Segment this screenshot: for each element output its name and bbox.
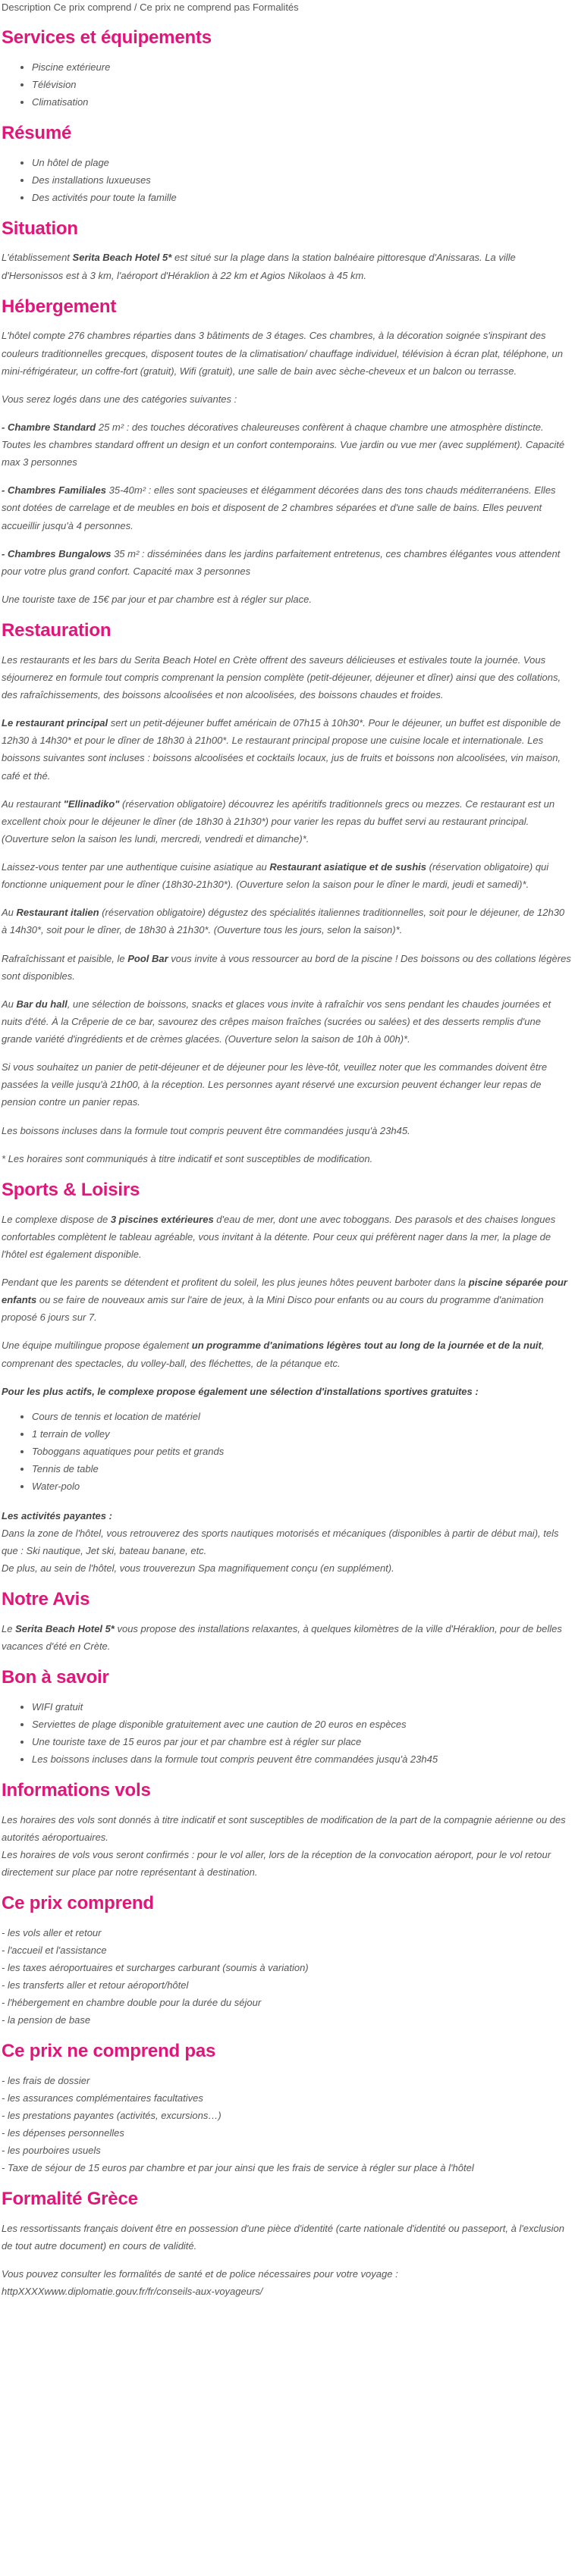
list-item: - la pension de base (2, 2014, 91, 2026)
hotel-name: Serita Beach Hotel 5* (15, 1623, 115, 1635)
subheading: Les activités payantes : (2, 1509, 112, 1521)
text-span: d'eau de mer, dont une avec toboggans. Des parasols et des chaises longues confortables complètent le tableau agréable, vous invitant à la détente. Pour ceux qui préfèrent nager dans la mer, la plage de l'hôtel est également disponible. (2, 1213, 556, 1260)
tourist-tax: Une touriste taxe de 15€ par jour et par chambre est à régler sur place. (2, 593, 312, 605)
text-span: L'établissement (2, 252, 73, 264)
categories-intro: Vous serez logés dans une des catégories suivantes : (2, 393, 237, 405)
text-span: ou se faire de nouveaux amis sur l'aire de jeux, à la Mini Disco pour enfants ou au cours du programme d'animation proposé 6 jours sur 7. (2, 1294, 544, 1324)
list-item: • Serviettes de plage disponible gratuitement avec une caution de 20 euros en espèces (32, 1716, 572, 1733)
text-span: vous invite à vous ressourcer au bord de la piscine ! Des boissons ou des collations légères sont disponibles. (2, 952, 571, 982)
main-restaurant (2, 714, 572, 785)
text-span: est situé sur la plage dans la station balnéaire pittoresque d'Anissaras. La ville d'Hersonissos est à 3 km, l'aéroport d'Héraklion à 22 km et Agios Nikolaos à 45 km. (2, 252, 516, 281)
text-span: De plus, au sein de l'hôtel, vous trouverezun Spa magnifiquement conçu (en supplément). (2, 1562, 394, 1575)
schedule-note: * Les horaires sont communiqués à titre indicatif et sont susceptibles de modification. (2, 1152, 373, 1164)
resume-heading: Résumé (2, 122, 72, 143)
highlight: piscine séparée pour enfants (2, 1277, 567, 1306)
asian-restaurant (2, 858, 572, 893)
pool-bar (2, 950, 572, 985)
list-item: - les frais de dossier (2, 2075, 90, 2087)
venue-name: Pool Bar (127, 952, 168, 964)
text-span: Au (2, 907, 17, 919)
services-list (2, 58, 572, 111)
list-item: • Les boissons incluses dans la formule tout compris peuvent être commandées jusqu'à 23h45 (32, 1750, 572, 1768)
list-item: • 1 terrain de volley (32, 1425, 572, 1443)
situation-heading: Situation (2, 218, 78, 239)
drinks-info: Les boissons incluses dans la formule tout compris peuvent être commandées jusqu'à 23h45. (2, 1124, 410, 1136)
list-item: • Toboggans aquatiques pour petits et grands (32, 1443, 572, 1460)
resume-list (2, 154, 572, 206)
situation-text (2, 249, 572, 284)
room-type-label: - Chambres Familiales (2, 484, 106, 497)
text-span: , une sélection de boissons, snacks et glaces vous invite à rafraîchir vos sens pendant les chaudes journées et nuits d'été. À la Crêperie de ce bar, savourez des crêpes maison fraîches (sucrées ou salées) et des desserts remplis d'une grande variété d'ingrédients et de crèmes glacées. (Ouverture selon la saison de 10h à 00h)*. (2, 998, 551, 1045)
kids-info (2, 1274, 572, 1326)
list-item: - l'hébergement en chambre double pour la durée du séjour (2, 1997, 262, 2009)
avis-text (2, 1620, 572, 1655)
text-span: Laissez-vous tenter par une authentique cuisine asiatique au (2, 861, 270, 873)
excludes-heading: Ce prix ne comprend pas (2, 2041, 216, 2062)
list-item: • Un hôtel de plage (32, 154, 572, 171)
text-span: Pendant que les parents se détendent et profitent du soleil, les plus jeunes hôtes peuvent barboter dans la (2, 1277, 469, 1289)
text-span: vous propose des installations relaxantes, à quelques kilomètres de la ville d'Héraklion, pour de belles vacances d'été en Crète. (2, 1623, 562, 1653)
services-heading: Services et équipements (2, 27, 212, 48)
list-item: • WIFI gratuit (32, 1698, 572, 1716)
text-span: Rafraîchissant et paisible, le (2, 952, 128, 964)
formalite-id-text: Les ressortissants français doivent être en possession d'une pièce d'identité (carte nationale d'identité ou passeport, à l'exclusion de tout autre document) en cours de validité. (2, 2222, 564, 2252)
list-item: • Des installations luxueuses (32, 171, 572, 189)
tab-includes[interactable]: Ce prix comprend (53, 2, 132, 13)
list-item: • Cours de tennis et location de matériel (32, 1408, 572, 1425)
list-item: • Piscine extérieure (32, 58, 572, 76)
subheading: Pour les plus actifs, le complexe propose également une sélection d'installations sportives gratuites : (2, 1385, 479, 1397)
includes-list (2, 1924, 572, 2029)
venue-name: Bar du hall (16, 998, 68, 1010)
venue-name: Restaurant italien (16, 907, 99, 919)
bon-heading: Bon à savoir (2, 1667, 109, 1688)
venue-name: Le restaurant principal (2, 717, 108, 729)
list-item: • Climatisation (32, 93, 572, 111)
list-item: • Des activités pour toute la famille (32, 189, 572, 206)
hebergement-intro: L'hôtel compte 276 chambres réparties dans 3 bâtiments de 3 étages. Ces chambres, à la décoration soignée s'inspirant des couleurs traditionnelles grecques, disposent toutes de la climatisation/ chauffage individuel, télévision à écran plat, téléphone, un mini-réfrigérateur, un coffre-fort (gratuit), Wifi (gratuit), une salle de bain avec sèche-cheveux et un balcon ou terrasse. (2, 330, 564, 377)
text-span: Le complexe dispose de (2, 1213, 111, 1225)
text-span: Une équipe multilingue propose également (2, 1340, 192, 1352)
text-span: Vous pouvez consulter les formalités de santé et de police nécessaires pour votre voyage : (2, 2268, 398, 2280)
list-item: - Taxe de séjour de 15 euros par chambre et par jour ainsi que les frais de service à régler sur place à l'hôtel (2, 2162, 474, 2174)
list-item: • Water-polo (32, 1478, 572, 1495)
list-item: • Une touriste taxe de 15 euros par jour et par chambre est à régler sur place (32, 1733, 572, 1750)
tab-excludes[interactable]: Ce prix ne comprend pas (140, 2, 250, 13)
list-item: - les transferts aller et retour aéroport/hôtel (2, 1979, 189, 1992)
list-item: - les pourboires usuels (2, 2145, 101, 2157)
text-span: 35 m² : disséminées dans les jardins parfaitement entretenus, ces chambres élégantes vous attendent pour votre plus grand confort. Capacité max 3 personnes (2, 547, 561, 577)
room-standard (2, 418, 572, 471)
text-span: 25 m² : des touches décoratives chaleureuses confèrent à chaque chambre une atmosphère distincte. Toutes les chambres standard offrent un design et un confort contemporains. Vue jardin ou vue mer (avec supplément). Capacité max 3 personnes (2, 421, 565, 469)
text-span: Dans la zone de l'hôtel, vous retrouverez des sports nautiques motorisés et mécaniques (disponibles à partir de début mai), tels que : Ski nautique, Jet ski, bateau banane, etc. (2, 1527, 559, 1557)
avis-heading: Notre Avis (2, 1589, 90, 1610)
italian-restaurant (2, 904, 572, 939)
highlight: un programme d'animations légères tout au long de la journée et de la nuit (191, 1340, 542, 1352)
section-tabs: Description Ce prix comprend / Ce prix ne comprend pas Formalités (2, 2, 299, 13)
sports-heading: Sports & Loisirs (2, 1179, 140, 1200)
restauration-intro: Les restaurants et les bars du Serita Beach Hotel en Crète offrent des saveurs délicieuses et estivales toute la journée. Vous séjournerez en formule tout compris comprenant la pension complète (petit-déjeuner, déjeuner et dîner) ainsi que des collations, des rafraîchissements, des boissons alcoolisées et non alcoolisées, des boissons chaudes et froides. (2, 653, 561, 701)
text-span: (réservation obligatoire) dégustez des spécialités italiennes traditionnelles, soit pour le déjeuner, de 12h30 à 14h30*, soit pour le dîner, de 18h30 à 21h30*. (Ouverture tous les jours, selon la saison)*. (2, 907, 565, 936)
text-span: Les horaires des vols sont donnés à titre indicatif et sont susceptibles de modification de la part de la compagnie aérienne ou des autorités aéroportuaires. (2, 1813, 566, 1844)
free-activities-list (2, 1408, 572, 1495)
list-item: - les taxes aéroportuaires et surcharges carburant (soumis à variation) (2, 1962, 309, 1974)
restauration-heading: Restauration (2, 620, 112, 641)
room-bungalow (2, 545, 572, 580)
venue-name: "Ellinadiko" (63, 798, 120, 810)
diplomatie-link[interactable]: httpXXXXwww.diplomatie.gouv.fr/fr/conseils-aux-voyageurs/ (2, 2286, 263, 2298)
text-span: Les horaires de vols vous seront confirmés : pour le vol aller, lors de la réception de la convocation aéroport, pour le vol retour directement sur place par notre représentant à destination. (2, 1849, 551, 1879)
list-item: - les assurances complémentaires facultatives (2, 2092, 203, 2104)
tab-description[interactable]: Description (2, 2, 52, 13)
text-span: Au restaurant (2, 798, 64, 810)
text-span: Au (2, 998, 17, 1010)
hebergement-heading: Hébergement (2, 296, 117, 317)
hotel-name: Serita Beach Hotel 5* (72, 252, 172, 264)
bon-list (2, 1698, 572, 1768)
vols-heading: Informations vols (2, 1780, 151, 1801)
text-span: Le (2, 1623, 16, 1635)
free-activities-heading (2, 1383, 572, 1400)
comprend-heading: Ce prix comprend (2, 1893, 154, 1914)
vols-text (2, 1811, 572, 1882)
excludes-list (2, 2072, 572, 2176)
list-item: • Télévision (32, 76, 572, 93)
list-item: - les prestations payantes (activités, excursions…) (2, 2110, 222, 2122)
venue-name: Restaurant asiatique et de sushis (269, 861, 427, 873)
text-span: 35-40m² : elles sont spacieuses et élégamment décorées dans des tons chauds méditerranéens. Elles sont dotées de carrelage et de meubles en bois et disposent de 2 chambres séparées et d'une salle de bains. Elles peuvent accueillir jusqu'à 4 personnes. (2, 484, 556, 531)
room-type-label: - Chambres Bungalows (2, 547, 112, 559)
pools-info (2, 1211, 572, 1263)
paid-activities (2, 1507, 572, 1578)
text-span: (réservation obligatoire) qui fonctionne uniquement pour le dîner (18h30-21h30*). (Ouverture selon la saison pour le dîner le mardi, jeudi et samedi)*. (2, 861, 549, 891)
room-type-label: - Chambre Standard (2, 421, 96, 433)
text-span: (réservation obligatoire) découvrez les apéritifs traditionnels grecs ou mezzes. Ce restaurant est un excellent choix pour le déjeuner le dîner (de 18h30 à 21h30*) pour varier les repas du buffet servi au restaurant principal. (Ouverture selon la saison les lundi, mercredi, vendredi et dimanche)*. (2, 798, 555, 845)
formalite-heading: Formalité Grèce (2, 2189, 138, 2210)
lunchbox-info: Si vous souhaitez un panier de petit-déjeuner et de déjeuner pour les lève-tôt, veuillez noter que les commandes doivent être passées la veille jusqu'à 21h00, à la réception. Les personnes ayant réservé une excursion peuvent échanger leur repas de pension contre un panier repas. (2, 1061, 548, 1108)
text-span: sert un petit-déjeuner buffet américain de 07h15 à 10h30*. Pour le déjeuner, un buffet est disponible de 12h30 à 14h30* et pour le dîner de 18h30 à 21h00*. Le restaurant principal propose une cuisine locale et internationale. Les boissons suivantes sont incluses : boissons alcoolisées et cocktails locaux, jus de fruits et boissons non alcoolisées, vin maison, café et thé. (2, 717, 561, 782)
lobby-bar (2, 995, 572, 1048)
list-item: - les dépenses personnelles (2, 2127, 124, 2139)
animation-info (2, 1337, 572, 1371)
formalite-health-text (2, 2265, 572, 2300)
room-family (2, 481, 572, 534)
list-item: • Tennis de table (32, 1460, 572, 1478)
list-item: - l'accueil et l'assistance (2, 1945, 107, 1957)
highlight: 3 piscines extérieures (110, 1213, 214, 1225)
text-span: , comprenant des spectacles, du volley-ball, des fléchettes, de la pétanque etc. (2, 1340, 545, 1369)
ellinadiko-restaurant (2, 795, 572, 848)
list-item: - les vols aller et retour (2, 1927, 102, 1939)
tab-formalities[interactable]: Formalités (252, 2, 299, 13)
